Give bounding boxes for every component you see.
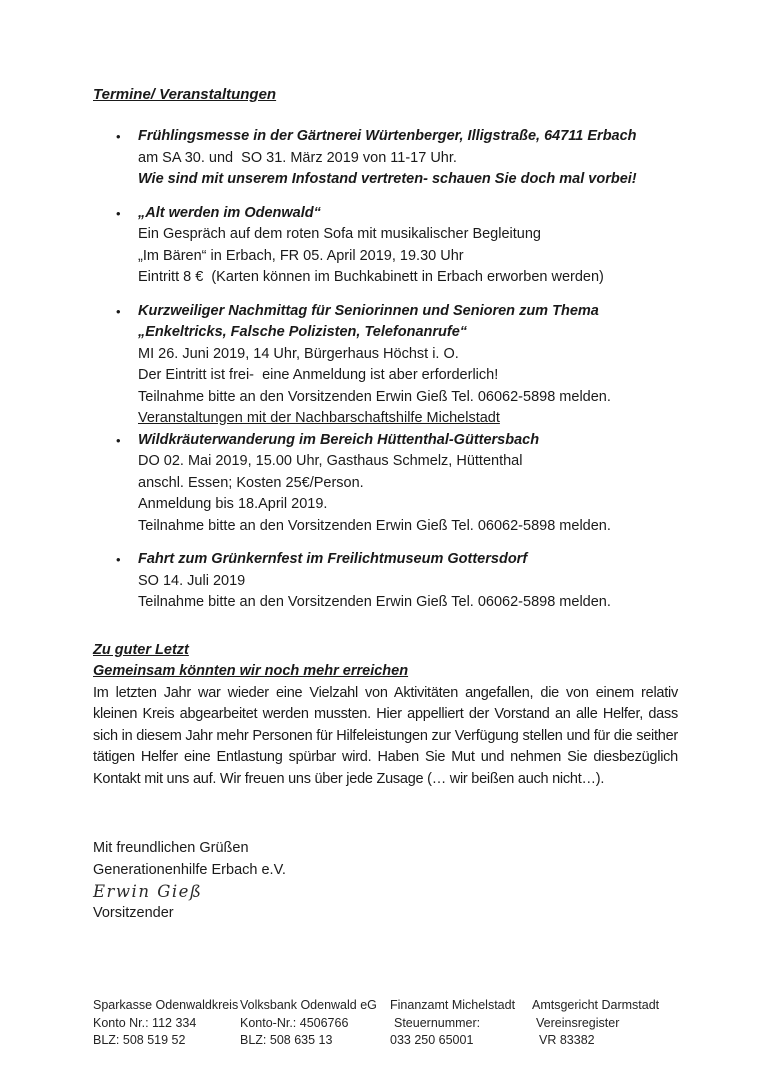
event-title: „Enkeltricks, Falsche Polizisten, Telefonanrufe“ <box>138 324 468 340</box>
event-title: Fahrt zum Grünkernfest im Freilichtmuseum Gottersdorf <box>138 551 528 567</box>
section-heading-termine: Termine/ Veranstaltungen <box>93 86 277 103</box>
event-item-fruehlingsmesse <box>93 126 678 191</box>
subheading-nachbarschaftshilfe: Veranstaltungen mit der Nachbarschaftshilfe Michelstadt <box>138 410 500 426</box>
bullet-icon <box>93 430 138 538</box>
footer-line: Steuernummer: <box>394 1015 481 1030</box>
footer-column-volksbank <box>240 997 377 1050</box>
footer-line: VR 83382 <box>539 1033 595 1047</box>
event-body <box>138 430 678 538</box>
bullet-icon <box>93 301 138 409</box>
event-detail-line: „Im Bären“ in Erbach, FR 05. April 2019, 19.30 Uhr <box>138 247 464 264</box>
event-detail-line: Teilnahme bitte an den Vorsitzenden Erwin Gieß Tel. 06062-5898 melden. <box>138 388 611 405</box>
footer-line: Vereinsregister <box>536 1015 620 1030</box>
event-detail-line: MI 26. Juni 2019, 14 Uhr, Bürgerhaus Höchst i. O. <box>138 345 459 362</box>
event-body <box>138 203 678 289</box>
signoff-block <box>93 838 678 924</box>
signoff-greeting: Mit freundlichen Grüßen <box>93 840 249 856</box>
bullet-icon <box>93 126 138 191</box>
event-detail-line: Teilnahme bitte an den Vorsitzenden Erwin Gieß Tel. 06062-5898 melden. <box>138 517 611 534</box>
footer-line: Volksbank Odenwald eG <box>240 998 377 1012</box>
event-detail-line: Teilnahme bitte an den Vorsitzenden Erwin Gieß Tel. 06062-5898 melden. <box>138 594 611 610</box>
event-detail-line: SO 14. Juli 2019 <box>138 572 246 589</box>
event-detail-line: Eintritt 8 € (Karten können im Buchkabinett in Erbach erworben werden) <box>138 269 604 285</box>
bullet-icon <box>93 203 138 289</box>
footer-line: Konto-Nr.: 4506766 <box>240 1015 349 1030</box>
signoff-organization: Generationenhilfe Erbach e.V. <box>93 861 286 878</box>
signature-script: Erwin Gieß <box>93 882 203 901</box>
closing-heading: Zu guter Letzt <box>93 641 189 658</box>
footer-line: Konto Nr.: 112 334 <box>93 1015 197 1030</box>
bullet-icon <box>93 549 138 614</box>
event-item-alt-werden <box>93 203 678 289</box>
event-detail-line: Der Eintritt ist frei- eine Anmeldung ist aber erforderlich! <box>138 367 499 383</box>
event-detail-line: anschl. Essen; Kosten 25€/Person. <box>138 474 364 491</box>
closing-paragraph: Im letzten Jahr war wieder eine Vielzahl von Aktivitäten angefallen, die von einem relativ kleinen Kreis abgearbeitet werden mussten. Hier appelliert der Vorstand an alle Helfer, dass sich in diesem Jahr mehr Personen für Hilfeleistungen zur Verfügung stellen und für die seither tätigen Helfer eine Entlastung spürbar wird. Haben Sie Mut und nehmen Sie diesbezüglich Kontakt mit uns auf. Wir freuen uns über jede Zusage (… wir beißen auch nicht…). <box>93 684 678 787</box>
event-detail-line: DO 02. Mai 2019, 15.00 Uhr, Gasthaus Schmelz, Hüttenthal <box>138 453 523 469</box>
footer-line: Sparkasse Odenwaldkreis <box>93 998 239 1012</box>
event-title: Kurzweiliger Nachmittag für Seniorinnen und Senioren zum Thema <box>138 302 599 319</box>
event-title: „Alt werden im Odenwald“ <box>138 204 321 221</box>
footer-line: BLZ: 508 635 13 <box>240 1033 333 1047</box>
footer-column-amtsgericht <box>532 997 659 1050</box>
closing-section <box>93 640 678 791</box>
footer-line: Amtsgericht Darmstadt <box>532 998 660 1012</box>
event-title: Wildkräuterwanderung im Bereich Hüttenthal-Güttersbach <box>138 431 540 448</box>
event-detail-line: Anmeldung bis 18.April 2019. <box>138 496 328 512</box>
footer-column-finanzamt <box>390 997 515 1050</box>
footer-line: BLZ: 508 519 52 <box>93 1033 186 1047</box>
event-body <box>138 126 678 191</box>
footer-line: Finanzamt Michelstadt <box>390 998 516 1012</box>
event-body <box>138 549 678 614</box>
footer-line: 033 250 65001 <box>390 1033 474 1047</box>
event-detail-line: am SA 30. und SO 31. März 2019 von 11-17 Uhr. <box>138 149 457 166</box>
event-item-wildkraeuterwanderung <box>93 430 678 538</box>
closing-subheading: Gemeinsam könnten wir noch mehr erreichen <box>93 663 409 679</box>
event-detail-line: Wie sind mit unserem Infostand vertreten- schauen Sie doch mal vorbei! <box>138 171 637 187</box>
footer-column-sparkasse <box>93 997 238 1050</box>
letter-body <box>93 84 678 790</box>
event-detail-line: Ein Gespräch auf dem roten Sofa mit musikalischer Begleitung <box>138 226 541 242</box>
event-item-gruenkernfest <box>93 549 678 614</box>
signoff-role: Vorsitzender <box>93 904 174 921</box>
event-title: Frühlingsmesse in der Gärtnerei Würtenberger, Illigstraße, 64711 Erbach <box>138 128 637 144</box>
event-item-seniorennachmittag <box>93 301 678 409</box>
event-body <box>138 301 678 409</box>
